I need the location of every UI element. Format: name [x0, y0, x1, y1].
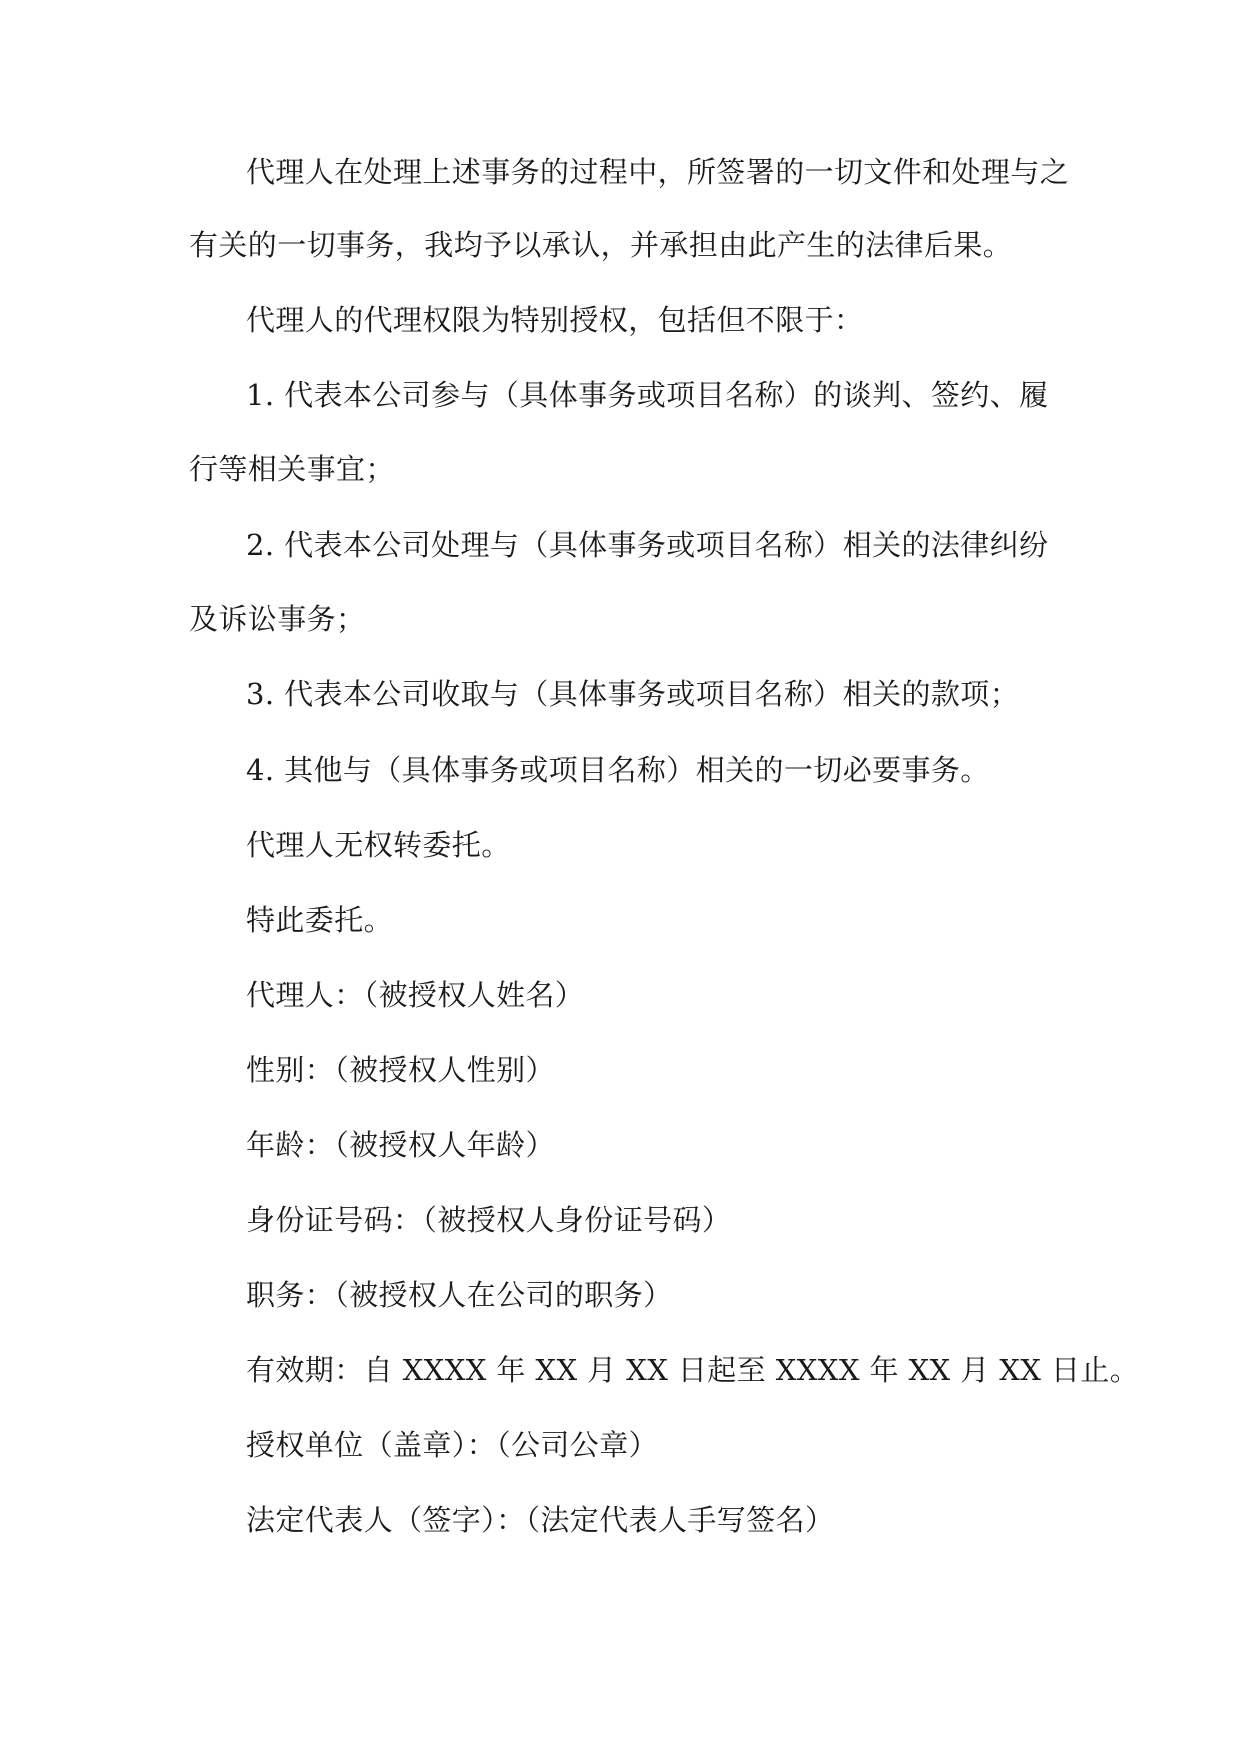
legal-representative-field: 法定代表人（签字）：（法定代表人手写签名） [246, 1503, 835, 1537]
age-field: 年龄：（被授权人年龄） [246, 1128, 555, 1162]
agent-name-field: 代理人：（被授权人姓名） [246, 978, 585, 1012]
list-item-1-line-2: 行等相关事宜； [189, 452, 395, 486]
paragraph-liability-line-1: 代理人在处理上述事务的过程中，所签署的一切文件和处理与之 [246, 155, 1070, 189]
validity-period-field: 有效期：自 XXXX 年 XX 月 XX 日起至 XXXX 年 XX 月 XX 日止。 [246, 1353, 1140, 1387]
paragraph-authority-scope: 代理人的代理权限为特别授权，包括但不限于： [246, 303, 864, 337]
list-item-3: 3. 代表本公司收取与（具体事务或项目名称）相关的款项； [246, 677, 1020, 711]
gender-field: 性别：（被授权人性别） [246, 1053, 555, 1087]
list-item-4: 4. 其他与（具体事务或项目名称）相关的一切必要事务。 [246, 753, 990, 787]
no-sub-delegation-text: 代理人无权转委托。 [246, 828, 511, 862]
list-item-2-line-1: 2. 代表本公司处理与（具体事务或项目名称）相关的法律纠纷 [246, 528, 1049, 562]
list-item-1-line-1: 1. 代表本公司参与（具体事务或项目名称）的谈判、签约、履 [246, 378, 1049, 412]
authorizing-unit-field: 授权单位（盖章）：（公司公章） [246, 1428, 659, 1462]
hereby-entrust-text: 特此委托。 [246, 903, 394, 937]
list-item-2-line-2: 及诉讼事务； [189, 602, 366, 636]
paragraph-liability-line-2: 有关的一切事务，我均予以承认，并承担由此产生的法律后果。 [189, 228, 1013, 262]
position-field: 职务：（被授权人在公司的职务） [246, 1278, 673, 1312]
id-number-field: 身份证号码：（被授权人身份证号码） [246, 1203, 732, 1237]
